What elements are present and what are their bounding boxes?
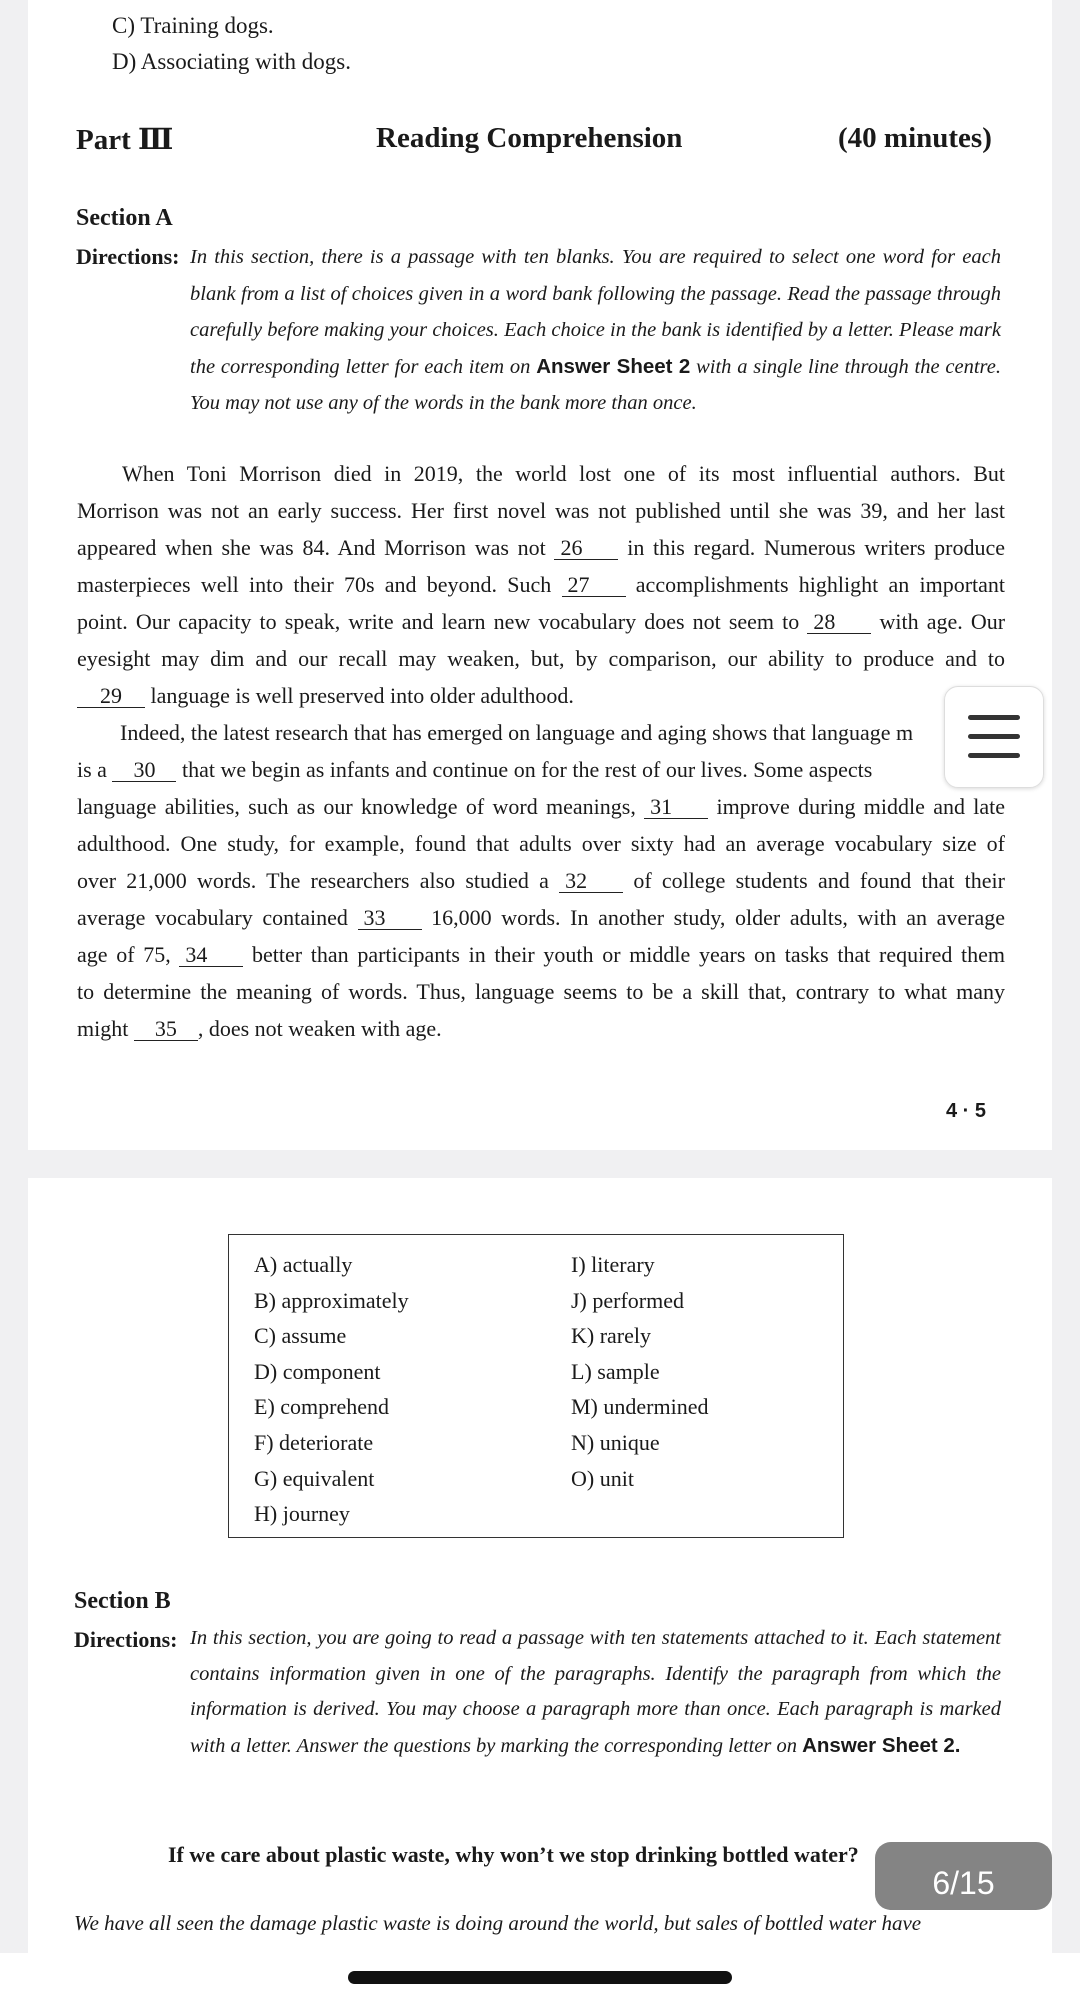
word-bank-item: G) equivalent: [254, 1465, 375, 1491]
word-bank-item: F) deteriorate: [254, 1429, 374, 1455]
passage-line: masterpieces well into their 70s and beyond. Such 27 accomplishments highlight an important: [77, 572, 1006, 597]
word-bank-item: N) unique: [571, 1429, 660, 1455]
section-a-directions-label: Directions:: [76, 244, 180, 269]
passage-first-line: We have all seen the damage plastic waste is doing around the world, but sales of bottled water have: [74, 1911, 922, 1935]
document-page-1: [28, 0, 1052, 1150]
section-a-directions: In this section, there is a passage with ten blanks. You are required to select one word for each blank from a list of choices given in a word bank following the passage. Read the passage through carefully before making your choices. Each choice in the bank is identified by a letter. Please mark the corresponding letter for each item on Answer Sheet 2 with a single line through the centre. You may not use any of the words in the bank more than once.: [190, 246, 1001, 415]
passage-line: 29 language is well preserved into older adulthood.: [77, 683, 1005, 720]
word-bank-item: E) comprehend: [254, 1394, 389, 1420]
word-bank: [228, 1234, 844, 1538]
passage-line: average vocabulary contained 33 16,000 words. In another study, older adults, with an average: [77, 905, 1006, 930]
section-b-heading: Section B: [74, 1588, 171, 1614]
answer-sheet-ref: Answer Sheet 2: [536, 354, 691, 378]
word-bank-item: K) rarely: [571, 1323, 652, 1349]
passage-line: is a 30 that we begin as infants and continue on for the rest of our lives. Some aspects: [77, 757, 873, 782]
passage-line: to determine the meaning of words. Thus, language seems to be a skill that, contrary to what many: [77, 979, 1005, 1004]
blank-33: 33: [358, 907, 422, 930]
passage-title: If we care about plastic waste, why won’t we stop drinking bottled water?: [168, 1842, 859, 1867]
answer-sheet-ref: Answer Sheet 2.: [802, 1733, 961, 1757]
passage-line: over 21,000 words. The researchers also studied a 32 of college students and found that their: [77, 868, 1005, 893]
word-bank-item: B) approximately: [254, 1287, 409, 1313]
passage-line: point. Our capacity to speak, write and learn new vocabulary does not seem to 28 with age. Our: [77, 609, 1006, 634]
word-bank-item: L) sample: [571, 1358, 660, 1384]
part-title: Reading Comprehension: [376, 122, 683, 154]
hamburger-menu-icon[interactable]: [944, 686, 1044, 788]
blank-27: 27: [562, 574, 626, 597]
word-bank-item: O) unit: [571, 1465, 634, 1491]
page-counter: 6/15: [875, 1842, 1052, 1910]
word-bank-item: D) component: [254, 1358, 381, 1384]
word-bank-item: J) performed: [571, 1287, 685, 1313]
option-c: C) Training dogs.: [112, 13, 274, 38]
passage-line: Indeed, the latest research that has emerged on language and aging shows that language m: [120, 720, 914, 745]
option-d: D) Associating with dogs.: [112, 49, 351, 74]
word-bank-item: A) actually: [254, 1252, 353, 1277]
word-bank-item: H) journey: [254, 1501, 350, 1527]
word-bank-item: I) literary: [571, 1252, 655, 1277]
document-page-2: [28, 1178, 1052, 1953]
passage-line: adulthood. One study, for example, found that adults over sixty had an average vocabulary size of: [77, 831, 1005, 856]
passage-line: might 35 , does not weaken with age.: [77, 1016, 442, 1041]
word-bank-item: C) assume: [254, 1323, 347, 1349]
section-a-heading: Section A: [76, 205, 173, 231]
passage-line: language abilities, such as our knowledge of word meanings, 31 improve during middle and late: [77, 794, 1006, 819]
passage-line: Morrison was not an early success. Her first novel was not published until she was 39, and her last: [77, 498, 1005, 523]
part-time: (40 minutes): [838, 122, 992, 154]
section-b-directions-label: Directions:: [74, 1627, 178, 1652]
blank-31: 31: [644, 796, 708, 819]
word-bank-right-column: [571, 1247, 708, 1496]
blank-35: 35: [134, 1018, 198, 1041]
word-bank-left-column: [254, 1247, 409, 1532]
blank-32: 32: [559, 870, 623, 893]
home-indicator[interactable]: [348, 1971, 732, 1984]
word-bank-item: M) undermined: [571, 1394, 709, 1420]
section-b-directions: In this section, you are going to read a passage with ten statements attached to it. Each statement contains information given in one of the paragraphs. Identify the paragraph from which the information is derived. You may choose a paragraph more than once. Each paragraph is marked with a letter. Answer the questions by marking the corresponding letter on Answer Sheet 2.: [190, 1627, 1001, 1757]
blank-26: 26: [554, 537, 618, 560]
blank-30: 30: [112, 759, 176, 782]
passage-line: age of 75, 34 better than participants in their youth or middle years on tasks that required them: [77, 942, 1006, 967]
blank-28: 28: [807, 611, 871, 634]
passage-line: When Toni Morrison died in 2019, the world lost one of its most influential authors. But: [122, 461, 1005, 486]
passage-line: appeared when she was 84. And Morrison was not 26 in this regard. Numerous writers produce: [77, 535, 1006, 560]
passage-line: eyesight may dim and our recall may weaken, but, by comparison, our ability to produce and to: [77, 646, 1005, 671]
page-number: 4 · 5: [946, 1100, 987, 1122]
blank-34: 34: [179, 944, 243, 967]
part-label: Part Ⅲ: [76, 124, 174, 156]
blank-29: 29: [77, 685, 145, 708]
